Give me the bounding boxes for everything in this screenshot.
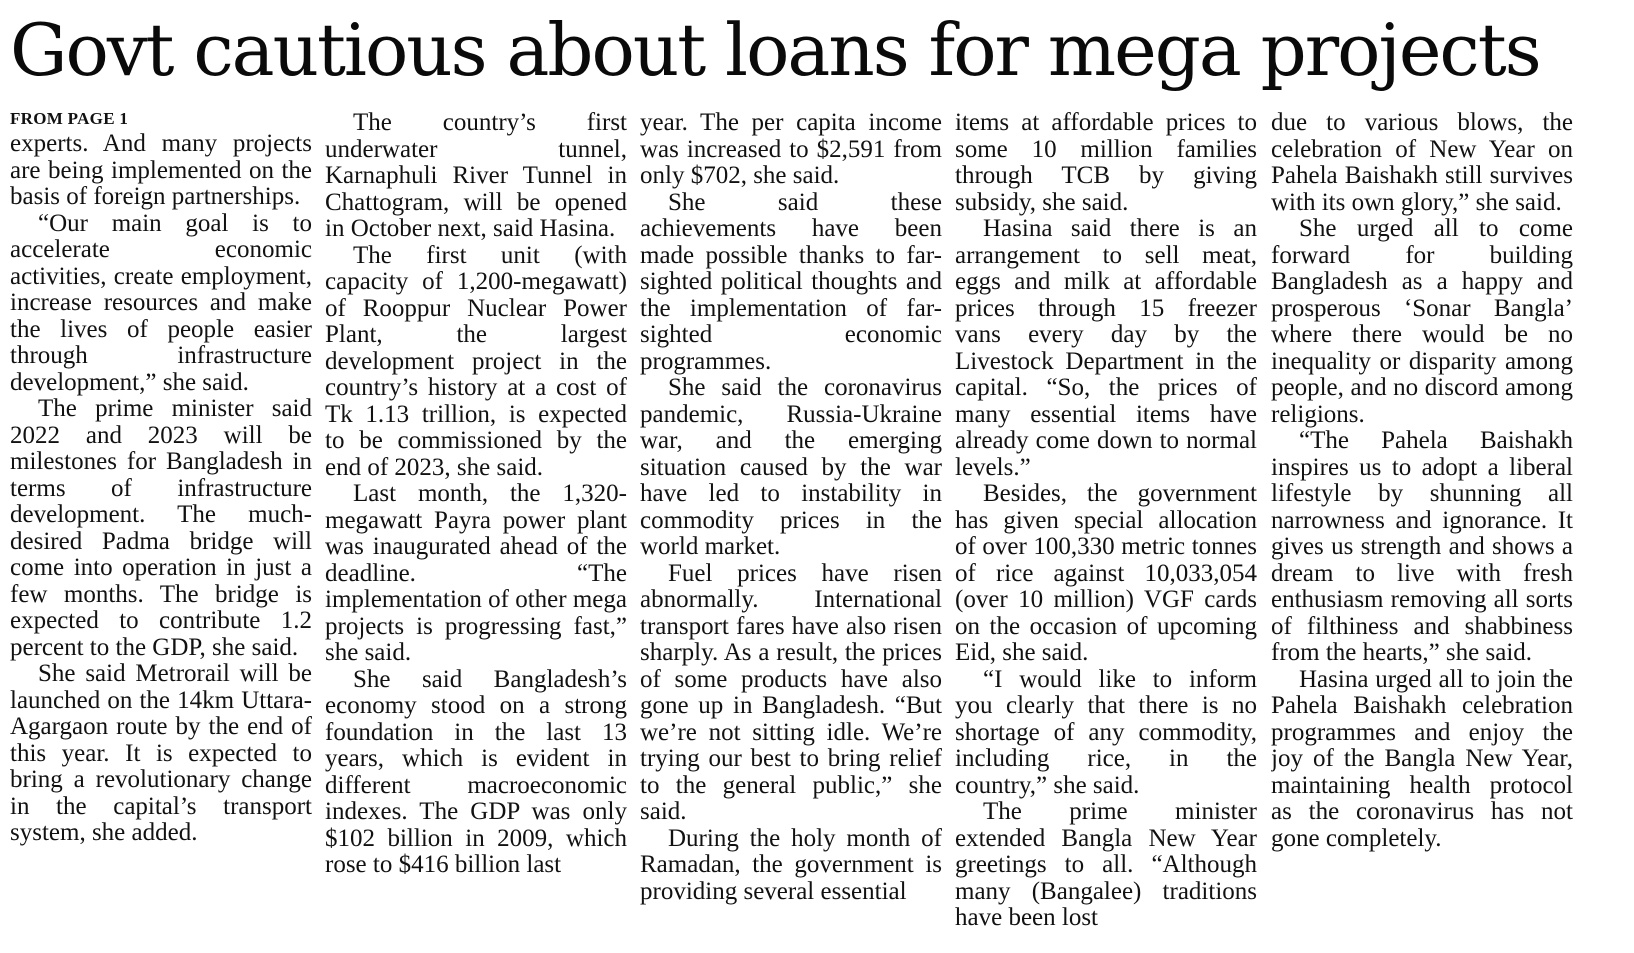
- paragraph: She said the coronavirus pandemic, Russia-Ukraine war, and the emerging situation caused by the war have led to instability in commodity prices in the world market.: [640, 374, 942, 560]
- paragraph: Hasina said there is an arrangement to sell meat, eggs and milk at affordable prices through 15 freezer vans every day by the Livestock Department in the capital. “So, the prices of many essential items have already come down to normal levels.”: [955, 215, 1257, 481]
- paragraph: Besides, the government has given special allocation of over 100,330 metric tonnes of rice against 10,033,054 (over 10 million) VGF cards on the occasion of upcoming Eid, she said.: [955, 480, 1257, 666]
- paragraph: The prime minister extended Bangla New Year greetings to all. “Although many (Bangalee) traditions have been lost: [955, 798, 1257, 931]
- paragraph: The prime minister said 2022 and 2023 will be milestones for Bangladesh in terms of infrastructure development. The much-desired Padma bridge will come into operation in just a few months. The bridge is expected to contribute 1.2 percent to the GDP, she said.: [10, 395, 312, 661]
- paragraph: She said these achievements have been made possible thanks to far-sighted political thoughts and the implementation of far-sighted economic programmes.: [640, 188, 942, 375]
- column-2: [325, 110, 627, 948]
- paragraph: Last month, the 1,320-megawatt Payra power plant was inaugurated ahead of the deadline. “The implementation of other mega projects is progressing fast,” she said.: [325, 480, 627, 666]
- article-body: [10, 110, 1624, 950]
- paragraph: She said Metrorail will be launched on the 14km Uttara-Agargaon route by the end of this year. It is expected to bring a revolutionary change in the capital’s transport system, she added.: [10, 660, 312, 846]
- paragraph: She urged all to come forward for building Bangladesh as a happy and prosperous ‘Sonar Bangla’ where there would be no inequality or disparity among people, and no discord among religions.: [1271, 215, 1573, 428]
- paragraph: “Our main goal is to accelerate economic activities, create employment, increase resources and make the lives of people easier through infrastructure development,” she said.: [10, 209, 312, 396]
- paragraph: Hasina urged all to join the Pahela Baishakh celebration programmes and enjoy the joy of the Bangla New Year, maintaining health protocol as the coronavirus has not gone completely.: [1271, 665, 1573, 852]
- paragraph: She said Bangladesh’s economy stood on a strong foundation in the last 13 years, which is evident in different macroeconomic indexes. The GDP was only $102 billion in 2009, which rose to $416 billion last: [325, 665, 627, 878]
- paragraph: due to various blows, the celebration of New Year on Pahela Baishakh still survives with its own glory,” she said.: [1271, 110, 1573, 216]
- paragraph: year. The per capita income was increased to $2,591 from only $702, she said.: [640, 110, 942, 189]
- column-1: [10, 110, 312, 948]
- column-3: [640, 110, 942, 948]
- paragraph: Fuel prices have risen abnormally. International transport fares have also risen sharply. As a result, the prices of some products have also gone up in Bangladesh. “But we’re not sitting idle. We’re trying our best to bring relief to the general public,” she said.: [640, 559, 942, 825]
- headline: Govt cautious about loans for mega projects: [10, 8, 1540, 92]
- column-5: [1271, 110, 1573, 948]
- paragraph: The country’s first underwater tunnel, Karnaphuli River Tunnel in Chattogram, will be opened in October next, said Hasina.: [325, 110, 627, 242]
- paragraph: “I would like to inform you clearly that there is no shortage of any commodity, including rice, in the country,” she said.: [955, 665, 1257, 799]
- column-4: [955, 110, 1257, 948]
- paragraph: items at affordable prices to some 10 million families through TCB by giving subsidy, she said.: [955, 110, 1257, 216]
- paragraph: During the holy month of Ramadan, the government is providing several essential: [640, 824, 942, 905]
- jump-label: FROM PAGE 1: [10, 110, 129, 128]
- paragraph: experts. And many projects are being implemented on the basis of foreign partnerships.: [10, 130, 312, 210]
- paragraph: “The Pahela Baishakh inspires us to adopt a liberal lifestyle by shunning all narrowness and ignorance. It gives us strength and shows a dream to live with fresh enthusiasm removing all sorts of filthiness and shabbiness from the hearts,” she said.: [1271, 427, 1573, 666]
- paragraph: The first unit (with capacity of 1,200-megawatt) of Rooppur Nuclear Power Plant, the largest development project in the country’s history at a cost of Tk 1.13 trillion, is expected to be commissioned by the end of 2023, she said.: [325, 241, 627, 481]
